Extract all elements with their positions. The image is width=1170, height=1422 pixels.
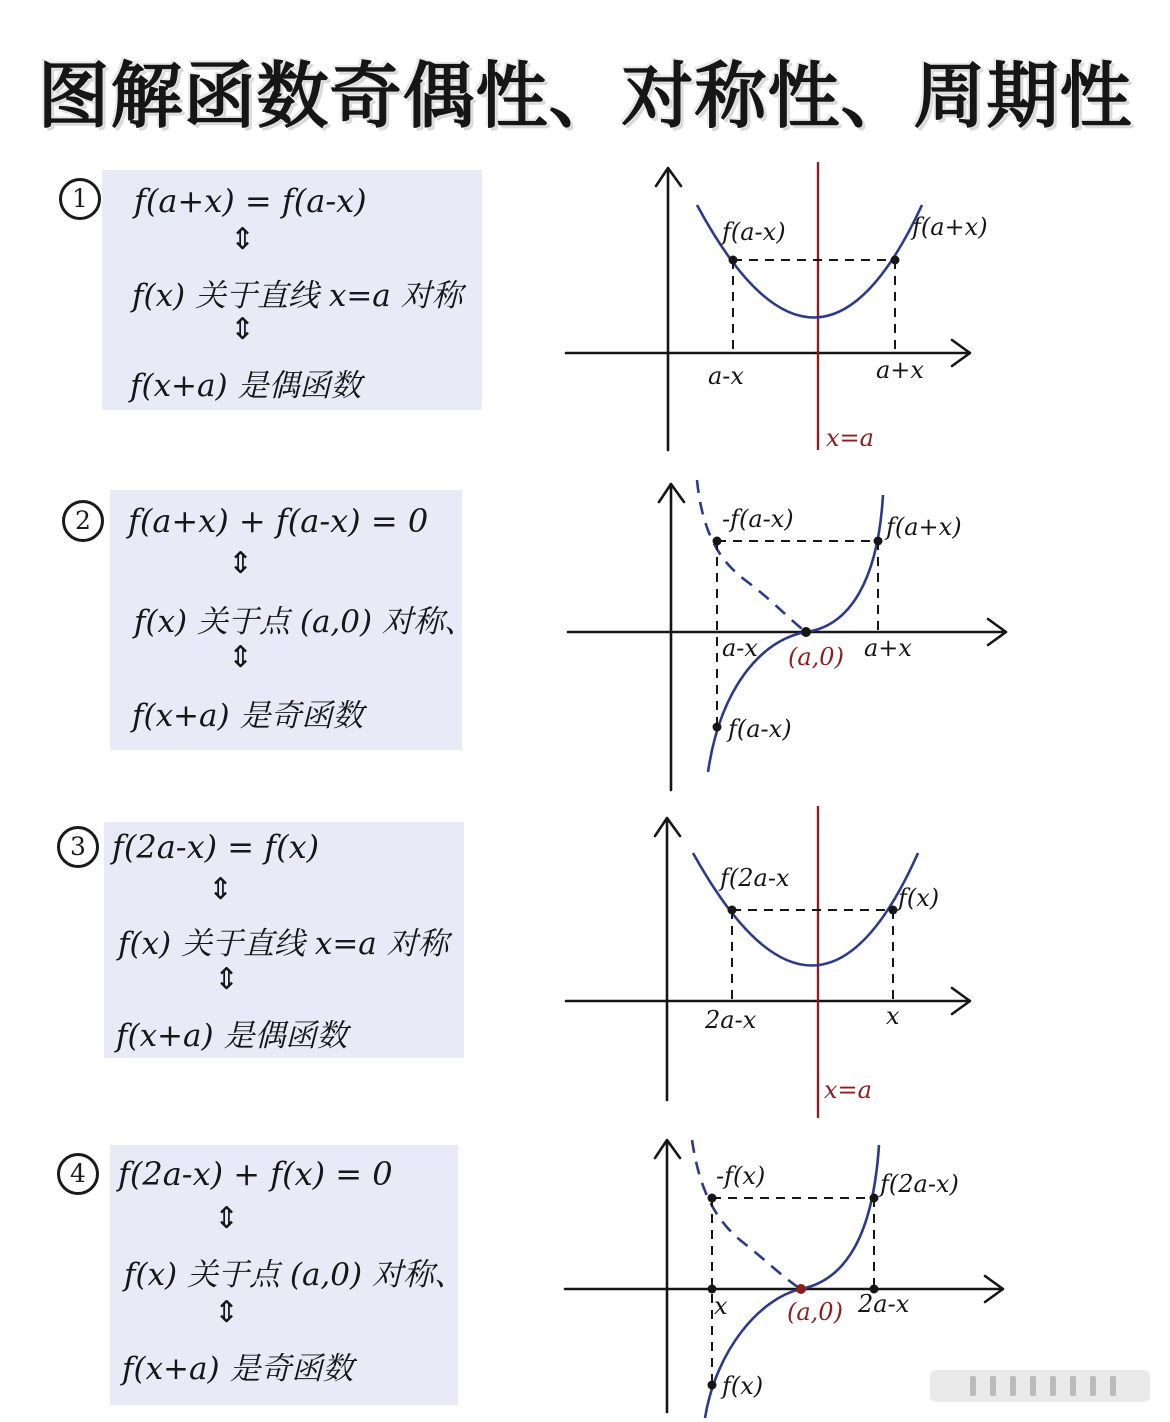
label-left-value: f(a-x) (722, 218, 786, 246)
section-1-symmetry: f(x) 关于直线 x=a 对称 (132, 278, 463, 314)
watermark-mark (1010, 1376, 1016, 1396)
label-neg-value: -f(a-x) (722, 505, 794, 533)
label-lower-value: f(x) (722, 1372, 764, 1400)
label-left-value: f(2a-x (720, 864, 790, 892)
watermark-mark (970, 1376, 976, 1396)
graph-3 (566, 806, 970, 1118)
y-axis (659, 484, 684, 790)
graph-1 (566, 162, 988, 452)
point-center (801, 627, 811, 637)
label-right-value: f(a+x) (886, 513, 962, 541)
equivalence-arrow-icon: ⇕ (228, 640, 254, 675)
label-center-point: (a,0) (787, 1298, 843, 1326)
section-4-equation: f(2a-x) + f(x) = 0 (118, 1155, 393, 1193)
label-right-x: a+x (864, 634, 912, 662)
point-lower-left (708, 1381, 717, 1390)
label-axis-line: x=a (824, 1076, 872, 1104)
label-right-x: a+x (876, 356, 924, 384)
section-3-equation: f(2a-x) = f(x) (112, 828, 320, 866)
section-2-parity: f(x+a) 是奇函数 (132, 698, 364, 734)
section-4-symmetry: f(x) 关于点 (a,0) 对称、 (124, 1257, 465, 1293)
section-4-parity: f(x+a) 是奇函数 (122, 1351, 354, 1387)
point-right (889, 906, 898, 915)
y-axis (655, 1140, 680, 1412)
label-right-x: x (886, 1002, 900, 1030)
guide-lines (733, 260, 895, 352)
label-right-x: 2a-x (858, 1290, 910, 1318)
label-center-point: (a,0) (788, 643, 844, 671)
x-axis (568, 619, 1006, 645)
section-3-parity: f(x+a) 是偶函数 (116, 1018, 348, 1054)
page-title: 图解函数奇偶性、对称性、周期性 (37, 54, 1133, 138)
equivalence-arrow-icon: ⇕ (230, 222, 256, 257)
label-axis-line: x=a (826, 424, 874, 452)
reflected-curve (697, 480, 806, 632)
watermark-mark (1050, 1376, 1056, 1396)
label-lower-value: f(a-x) (728, 715, 792, 743)
section-number-1: 1 (59, 178, 101, 220)
equivalence-arrow-icon: ⇕ (228, 546, 254, 581)
section-2-equation: f(a+x) + f(a-x) = 0 (128, 502, 429, 540)
guide-lines (732, 910, 893, 1000)
point-upper-left (713, 537, 722, 546)
equivalence-arrow-icon: ⇕ (208, 872, 234, 907)
x-axis (565, 1276, 1003, 1302)
point-right (891, 256, 900, 265)
equivalence-arrow-icon: ⇕ (214, 1295, 240, 1330)
y-axis (656, 168, 681, 450)
watermark-mark (1110, 1376, 1116, 1396)
point-center (796, 1284, 806, 1294)
section-number-4: 4 (57, 1153, 99, 1195)
section-number-3: 3 (57, 826, 99, 868)
watermark-mark (1030, 1376, 1036, 1396)
point-upper-left (708, 1194, 717, 1203)
x-axis (566, 988, 970, 1014)
label-left-x: x (714, 1292, 728, 1320)
watermark-mark (990, 1376, 996, 1396)
label-left-x: 2a-x (705, 1006, 757, 1034)
section-number-2: 2 (62, 500, 104, 542)
equivalence-arrow-icon: ⇕ (214, 962, 240, 997)
point-upper-right (870, 1194, 879, 1203)
equivalence-arrow-icon: ⇕ (230, 312, 256, 347)
point-left (729, 256, 738, 265)
section-3-symmetry: f(x) 关于直线 x=a 对称 (118, 926, 449, 962)
label-left-x: a-x (708, 362, 744, 390)
watermark-bar (930, 1370, 1150, 1402)
y-axis (655, 818, 680, 1100)
section-2-symmetry: f(x) 关于点 (a,0) 对称、 (134, 604, 475, 640)
label-right-value: f(2a-x) (880, 1170, 959, 1198)
watermark-mark (1070, 1376, 1076, 1396)
section-1-equation: f(a+x) = f(a-x) (134, 182, 367, 220)
label-neg-value: -f(x) (716, 1162, 766, 1190)
section-1-parity: f(x+a) 是偶函数 (130, 368, 362, 404)
point-lower-left (713, 723, 722, 732)
label-right-value: f(a+x) (912, 213, 988, 241)
point-left (728, 906, 737, 915)
label-left-x: a-x (722, 634, 758, 662)
label-right-value: f(x) (898, 884, 940, 912)
point-upper-right (874, 537, 883, 546)
graph-2 (568, 480, 1006, 790)
equivalence-arrow-icon: ⇕ (214, 1201, 240, 1236)
watermark-mark (1090, 1376, 1096, 1396)
